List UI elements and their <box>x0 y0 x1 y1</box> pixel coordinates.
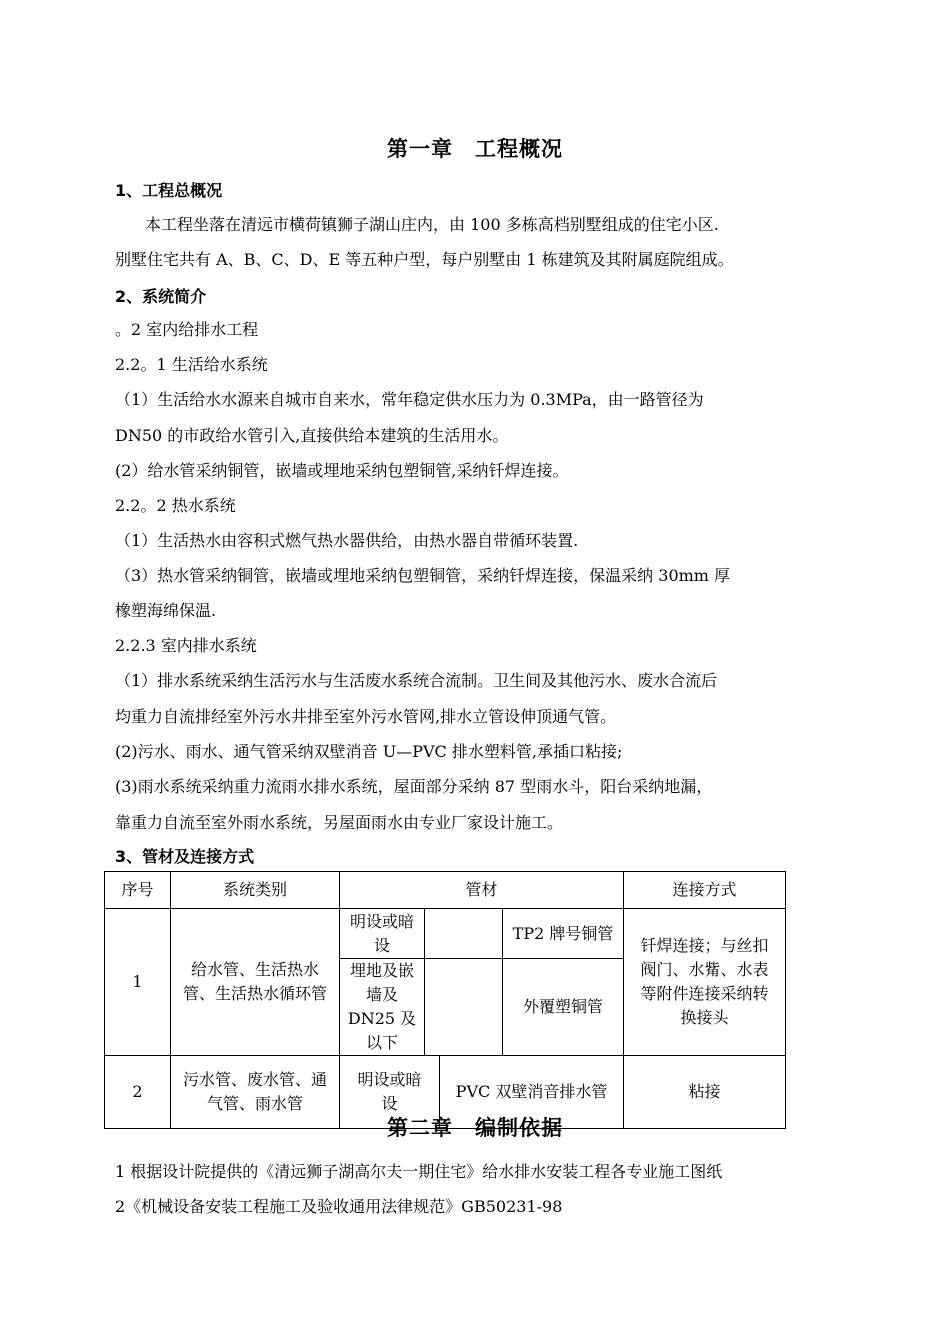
text-line: （3）热水管采纳铜管，嵌墙或埋地采纳包塑铜管，采纳钎焊连接，保温采纳 30mm 厚 <box>115 566 731 585</box>
text-line: 橡塑海绵保温. <box>115 601 217 620</box>
table-row <box>105 909 786 959</box>
header-cell-no: 序号 <box>105 872 171 909</box>
row-2-install: 明设或暗设 <box>340 1056 440 1129</box>
text-line: （1）生活热水由容积式燃气热水器供给，由热水器自带循环装置. <box>115 531 579 550</box>
header-cell-connection: 连接方式 <box>624 872 786 909</box>
text-line: 2.2。1 生活给水系统 <box>115 355 268 374</box>
row-2-connection: 粘接 <box>624 1056 786 1129</box>
text-line: （1）生活给水水源来自城市自来水，常年稳定供水压力为 0.3MPa，由一路管径为 <box>115 390 704 409</box>
row-1a-empty-cell <box>425 909 503 959</box>
header-cell-material: 管材 <box>340 872 624 909</box>
text-line: (3)雨水系统采纳重力流雨水排水系统，屋面部分采纳 87 型雨水斗，阳台采纳地漏， <box>115 777 713 796</box>
header-cell-system: 系统类别 <box>171 872 340 909</box>
text-line: 靠重力自流至室外雨水系统，另屋面雨水由专业厂家设计施工。 <box>115 813 564 832</box>
text-line: 2.2.3 室内排水系统 <box>115 636 257 655</box>
pipe-material-table <box>104 871 786 1129</box>
row-1-no: 1 <box>105 909 171 1056</box>
row-1a-install: 明设或暗设 <box>340 909 425 959</box>
row-2-material: PVC 双壁消音排水管 <box>440 1056 624 1129</box>
row-1b-empty-cell <box>425 959 503 1056</box>
row-1b-material: 外覆塑铜管 <box>503 959 624 1056</box>
chapter-1-title: 第一章 工程概况 <box>387 137 563 161</box>
row-1b-install: 埋地及嵌墙及 DN25 及以下 <box>340 959 425 1056</box>
row-2-no: 2 <box>105 1056 171 1129</box>
paragraph-line: 别墅住宅共有 A、B、C、D、E 等五种户型，每户别墅由 1 栋建筑及其附属庭院组成。 <box>115 250 734 269</box>
text-line: 2《机械设备安装工程施工及验收通用法律规范》GB50231-98 <box>115 1197 563 1216</box>
section-3-heading: 3、管材及连接方式 <box>115 847 255 866</box>
text-line: (2)污水、雨水、通气管采纳双壁消音 U—PVC 排水塑料管,承插口粘接; <box>115 742 623 761</box>
text-line: 。2 室内给排水工程 <box>115 320 259 339</box>
chapter-2-title: 第二章 编制依据 <box>387 1116 563 1140</box>
text-line: 2.2。2 热水系统 <box>115 496 236 515</box>
row-1-system: 给水管、生活热水管、生活热水循环管 <box>171 909 340 1056</box>
table-header-row <box>105 872 786 909</box>
text-line: DN50 的市政给水管引入,直接供给本建筑的生活用水。 <box>115 426 509 445</box>
text-line: 1 根据设计院提供的《清远狮子湖高尔夫一期住宅》给水排水安装工程各专业施工图纸 <box>115 1162 723 1181</box>
text-line: (2）给水管采纳铜管，嵌墙或埋地采纳包塑铜管,采纳钎焊连接。 <box>115 461 569 480</box>
paragraph-line: 本工程坐落在清远市横荷镇狮子湖山庄内，由 100 多栋高档别墅组成的住宅小区. <box>145 215 719 234</box>
text-line: 均重力自流排经室外污水井排至室外污水管网,排水立管设伸顶通气管。 <box>115 707 617 726</box>
section-1-heading: 1、工程总概况 <box>115 181 223 200</box>
row-1-connection: 钎焊连接；与丝扣阀门、水觜、水表等附件连接采纳转换接头 <box>624 909 786 1056</box>
text-line: （1）排水系统采纳生活污水与生活废水系统合流制。卫生间及其他污水、废水合流后 <box>115 671 718 690</box>
row-2-system: 污水管、废水管、通气管、雨水管 <box>171 1056 340 1129</box>
row-1a-material: TP2 牌号铜管 <box>503 909 624 959</box>
section-2-heading: 2、系统简介 <box>115 287 207 306</box>
